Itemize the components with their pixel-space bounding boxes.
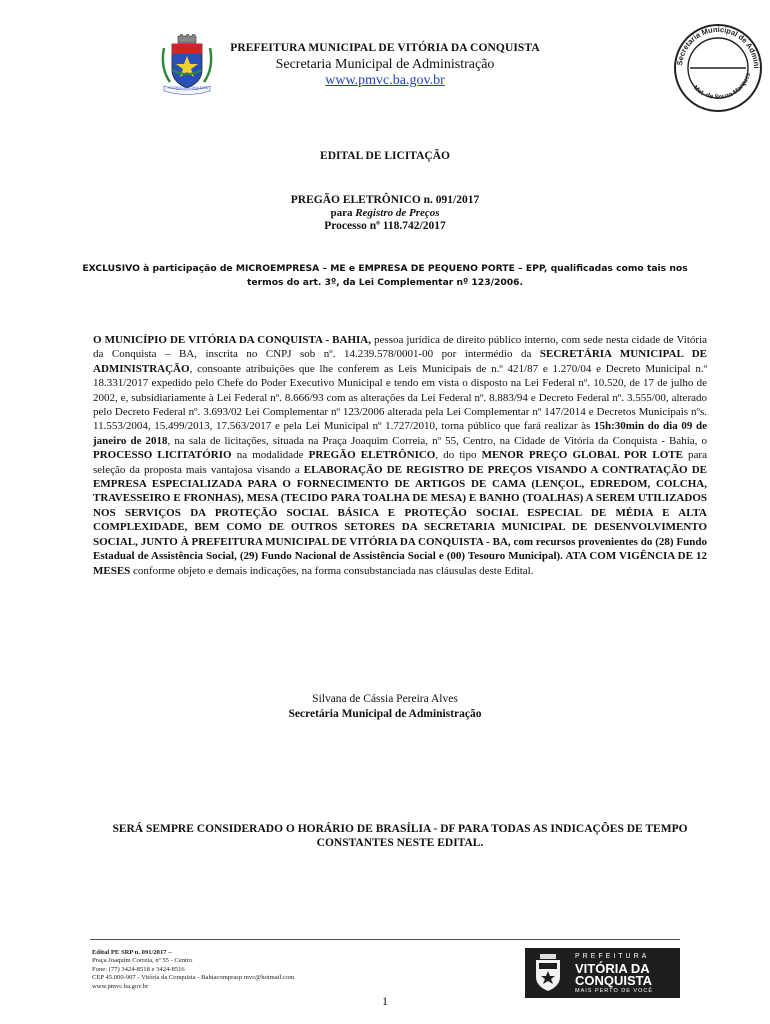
footer-phone: Fone: (77) 3424-8518 e 3424-8516	[92, 965, 185, 973]
logo-line2: CONQUISTA	[575, 973, 653, 988]
edital-title: EDITAL DE LICITAÇÃO	[320, 150, 450, 162]
processo-number: Processo nº 118.742/2017	[324, 220, 446, 232]
logo-prefix: PREFEITURA	[575, 953, 650, 960]
footer-site: www.pmvc.ba.gov.br	[92, 982, 149, 990]
footer-address: Praça Joaquim Correia, nº 55 - Centro	[92, 957, 193, 965]
secretaria-stamp-icon	[672, 22, 764, 114]
registro-line	[0, 207, 770, 219]
para-prefix: para	[330, 207, 353, 219]
processo-licitatorio: PROCESSO LICITATÓRIO	[93, 449, 232, 462]
footer-cep-email: CEP 45.000-907 - Vitória da Conquista - Bahiacomprasp mvc@hotmail.com	[92, 974, 295, 982]
tipo-licitacao: MENOR PREÇO GLOBAL POR LOTE	[481, 449, 683, 462]
exclusivo-notice: EXCLUSIVO à participação de MICROEMPRESA – ME e EMPRESA DE PEQUENO PORTE – EPP, qualificadas como tais nos termos do art. 3º, da Lei Complementar nº 123/2006.	[82, 263, 688, 288]
footer-divider	[90, 939, 680, 940]
pregao-number: PREGÃO ELETRÔNICO n. 091/2017	[290, 194, 480, 206]
body-text-4: na modalidade	[231, 449, 309, 462]
svg-text:Secretaria Municipal de Admini: Secretaria Municipal de Admini	[675, 24, 762, 69]
modalidade: PREGÃO ELETRÔNICO	[308, 449, 436, 462]
svg-text:Mat. de Souza Marques: Mat. de Souza Marques	[691, 71, 753, 101]
signatory-name: Silvana de Cássia Pereira Alves	[312, 693, 458, 705]
header-secretaria: Secretaria Municipal de Administração	[275, 57, 495, 72]
footer-contact	[92, 949, 472, 991]
edital-preamble	[93, 333, 707, 578]
body-text-1: pessoa jurídica de direito público interno, com sede nesta cidade de Vitória da Conquista – BA, inscrita no CNPJ sob nº. 14.239.578/0001-00 por intermédio da	[93, 334, 708, 361]
body-text-3: , na sala de licitações, situada na Praça Joaquim Correia, nº 55, Centro, na Cidade de Vitória da Conquista - Bahia, o	[167, 434, 708, 447]
crest-caption: VITÓRIA DA CONQUISTA	[168, 86, 208, 90]
body-text-2: , consoante atribuições que lhe conferem as Leis Municipais de n.º 421/87 e 1.270/04 e Decreto Municipal n.º 18.331/2017 expedido pelo Chefe do Poder Executivo Municipal e tendo em vista o disposto na Lei Federal nº. 10.520, de 17 de julho de 2002, e, subsidiariamente à Lei Federal nº. 8.666/93 com as alterações da Lei Federal nº. 8.883/94 e Decreto Federal nº. 3.555/00, alterado pelo Decreto Federal nº. 3.693/02 Lei Complementar nº 123/2006 alterada pela Lei Complementar nº 147/2014 e Decretos Municipais nºs. 11.553/2004, 15.499/2013, 17.563/2017 e pela Lei Municipal nº 1.727/2010, torna público que fará realizar às	[93, 362, 707, 433]
objeto-licitacao: ELABORAÇÃO DE REGISTRO DE PREÇOS VISANDO A CONTRATAÇÃO DE EMPRESA ESPECIALIZADA PARA O FORNECIMENTO DE ARTIGOS DE CAMA (LENÇOL, EDREDOM, COLCHA, TRAVESSEIRO E FRONHAS), MESA (TECIDO PARA TOALHA DE MESA) E BANHO (TOALHAS) A SEREM UTILIZADOS NOS SERVIÇOS DA PROTEÇÃO SOCIAL BÁSICA E PROTEÇÃO SOCIAL ESPECIAL DE MÉDIA E ALTA COMPLEXIDADE, BEM COMO DE OUTROS SETORES DA SECRETARIA MUNICIPAL DE DESENVOLVIMENTO SOCIAL, JUNTO À PREFEITURA MUNICIPAL DE VITÓRIA DA CONQUISTA - BA, com recursos provenientes do (28) Fundo Estadual de Assistência Social, (29) Fundo Nacional de Assistência Social e (00) Tesouro Municipal). ATA COM VIGÊNCIA DE 12 MESES	[93, 463, 707, 577]
prefeitura-logo	[525, 948, 680, 998]
header-prefeitura: PREFEITURA MUNICIPAL DE VITÓRIA DA CONQUISTA	[230, 42, 540, 54]
registro-precos: Registro de Preços	[355, 207, 440, 219]
logo-line1: VITÓRIA DA	[575, 961, 650, 976]
city-crest-icon	[531, 953, 565, 993]
secretaria-name: SECRETÁRIA MUNICIPAL DE ADMINISTRAÇÃO	[93, 348, 707, 375]
signatory-role: Secretária Municipal de Administração	[288, 708, 482, 720]
municipio-name: O MUNICÍPIO DE VITÓRIA DA CONQUISTA - BAHIA,	[93, 334, 371, 346]
footer-edital-ref: Edital PE SRP n. 091/2017 –	[92, 949, 172, 956]
session-datetime: 15h:30min do dia 09 de janeiro de 2018	[93, 420, 707, 447]
body-text-5: , do tipo	[435, 449, 482, 462]
page-number: 1	[382, 994, 388, 1008]
body-text-7: conforme objeto e demais indicações, na forma consubstanciada nas cláusulas deste Edital.	[130, 564, 534, 577]
header-website-link[interactable]: www.pmvc.ba.gov.br	[325, 73, 445, 88]
logo-slogan: MAIS PERTO DE VOCÊ	[575, 988, 654, 994]
horario-notice: SERÁ SEMPRE CONSIDERADO O HORÁRIO DE BRASÍLIA - DF PARA TODAS AS INDICAÇÕES DE TEMPO CONSTANTES NESTE EDITAL.	[112, 823, 688, 849]
body-text-6: para seleção da proposta mais vantajosa visando a	[93, 449, 707, 476]
